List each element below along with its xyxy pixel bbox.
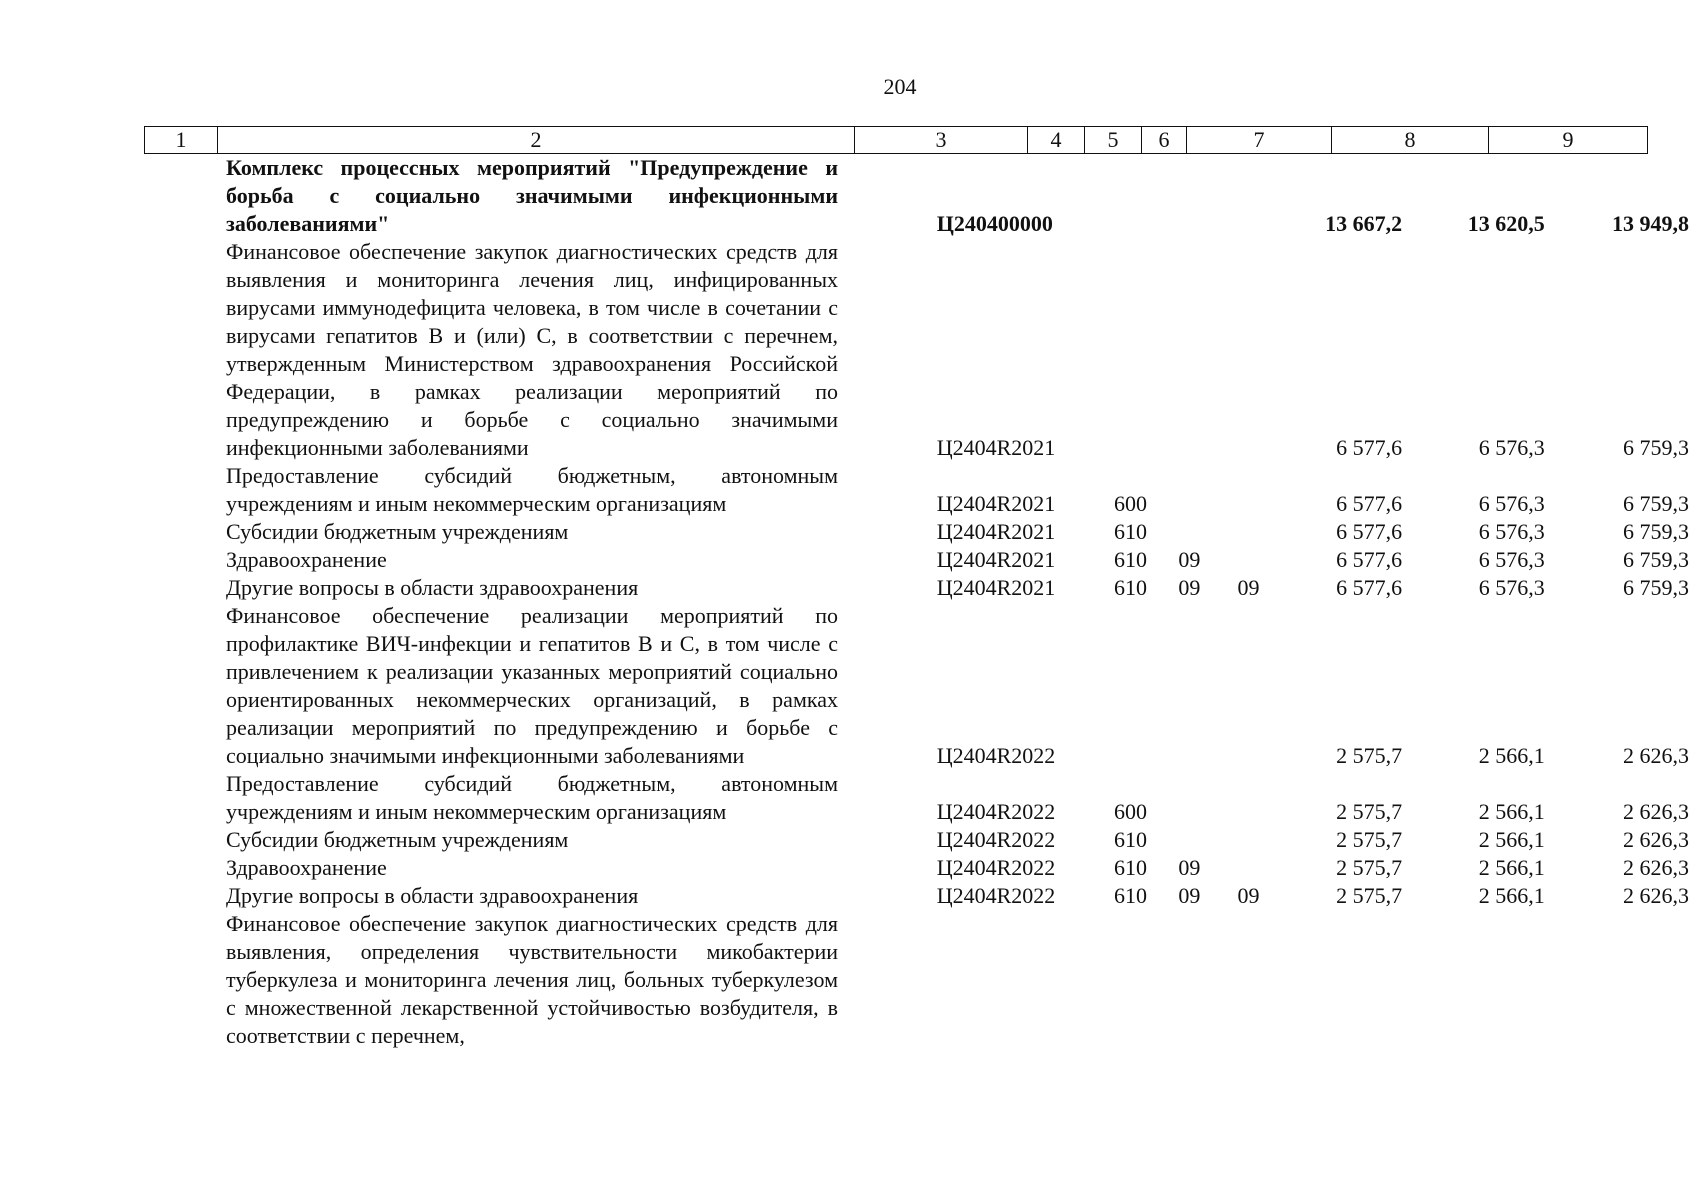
- row-expense-type: [1098, 154, 1165, 238]
- row-target-code: Ц2404R2022: [936, 743, 1056, 768]
- table-row: [144, 238, 1697, 462]
- row-value-col7: 6 577,6: [1336, 491, 1403, 516]
- table-row: [144, 154, 1697, 238]
- row-value-col9: 6 759,3: [1623, 519, 1689, 544]
- row-expense-type: [1098, 602, 1165, 770]
- row-value-col8: 2 566,1: [1478, 855, 1545, 880]
- row-description-text: Комплекс процессных мероприятий "Предупреждение и борьба с социально значимыми инфекционными заболеваниями": [226, 155, 838, 236]
- row-description: [144, 238, 915, 462]
- table-row: [144, 854, 1697, 882]
- row-section: [1165, 462, 1227, 518]
- row-section: 09: [1178, 547, 1201, 572]
- header-col-3: 3: [855, 127, 1028, 154]
- row-target-code: Ц2404R2022: [936, 883, 1056, 908]
- table-row: [144, 770, 1697, 826]
- row-description-text: Финансовое обеспечение реализации мероприятий по профилактике ВИЧ-инфекции и гепатитов В и С, в том числе с привлечением к реализации указанных мероприятий социально ориентированных некоммерческих организаций, в рамках реализации мероприятий по предупреждению и борьбе с социально значимыми инфекционными заболеваниями: [226, 603, 838, 768]
- row-value-col7: 2 575,7: [1336, 827, 1403, 852]
- row-target-code: Ц2404R2021: [936, 547, 1056, 572]
- row-description-text: Субсидии бюджетным учреждениям: [226, 827, 569, 852]
- row-description: [144, 462, 915, 518]
- row-value-col8: 2 566,1: [1478, 743, 1545, 768]
- row-value-col9: 2 626,3: [1623, 827, 1689, 852]
- row-section: [1165, 910, 1227, 1050]
- row-description-text: Предоставление субсидий бюджетным, автономным учреждениям и иным некоммерческим организациям: [226, 771, 838, 824]
- row-value-col8: 6 576,3: [1478, 575, 1545, 600]
- row-description: [144, 602, 915, 770]
- row-expense-type: 600: [1113, 491, 1147, 516]
- row-value-col7: 6 577,6: [1336, 435, 1403, 460]
- row-value-col9: 2 626,3: [1623, 743, 1689, 768]
- row-value-col7: [1277, 910, 1410, 1050]
- row-value-col7: 13 667,2: [1325, 211, 1403, 236]
- row-section: [1165, 238, 1227, 462]
- row-target-code: [915, 910, 1098, 1050]
- row-value-col8: 2 566,1: [1478, 827, 1545, 852]
- row-section: 09: [1178, 855, 1201, 880]
- row-description: [144, 154, 915, 238]
- row-subsection: [1228, 910, 1278, 1050]
- row-subsection: [1228, 854, 1278, 882]
- row-description-text: Субсидии бюджетным учреждениям: [226, 519, 569, 544]
- row-target-code: Ц2404R2021: [936, 519, 1056, 544]
- header-col-5: 5: [1085, 127, 1142, 154]
- row-description-text: Финансовое обеспечение закупок диагностических средств для выявления и мониторинга лечения лиц, инфицированных вирусами иммунодефицита человека, в том числе в сочетании с вирусами гепатитов В и (или) С, в соответствии с перечнем, утвержденным Министерством здравоохранения Российской Федерации, в рамках реализации мероприятий по предупреждению и борьбе с социально значимыми инфекционными заболеваниями: [226, 239, 838, 460]
- row-expense-type: 610: [1113, 547, 1147, 572]
- column-number-header: [144, 126, 1648, 154]
- row-expense-type: 610: [1113, 519, 1147, 544]
- header-col-6: 6: [1142, 127, 1187, 154]
- row-description-text: Здравоохранение: [226, 855, 387, 880]
- header-col-8: 8: [1332, 127, 1489, 154]
- header-col-7: 7: [1187, 127, 1332, 154]
- table-row: [144, 602, 1697, 770]
- page-number: 204: [883, 74, 917, 99]
- row-target-code: Ц2404R2022: [936, 827, 1056, 852]
- row-value-col9: 2 626,3: [1623, 855, 1689, 880]
- row-expense-type: 610: [1113, 855, 1147, 880]
- row-description-text: Предоставление субсидий бюджетным, автономным учреждениям и иным некоммерческим организациям: [226, 463, 838, 516]
- row-value-col8: [1410, 910, 1553, 1050]
- row-value-col9: 6 759,3: [1623, 491, 1689, 516]
- table-row: [144, 518, 1697, 546]
- row-value-col7: 6 577,6: [1336, 547, 1403, 572]
- row-subsection: 09: [1237, 883, 1260, 908]
- row-value-col8: 6 576,3: [1478, 491, 1545, 516]
- row-section: [1165, 602, 1227, 770]
- row-value-col7: 2 575,7: [1336, 799, 1403, 824]
- row-value-col9: 13 949,8: [1612, 211, 1689, 236]
- row-description: [144, 770, 915, 826]
- row-target-code: Ц2404R2021: [936, 435, 1056, 460]
- row-value-col9: 2 626,3: [1623, 883, 1689, 908]
- row-subsection: [1228, 602, 1278, 770]
- row-value-col9: 2 626,3: [1623, 799, 1689, 824]
- row-value-col7: 2 575,7: [1336, 743, 1403, 768]
- row-expense-type: [1098, 238, 1165, 462]
- row-section: [1165, 826, 1227, 854]
- row-subsection: [1228, 238, 1278, 462]
- row-description: [144, 546, 915, 574]
- row-section: [1165, 518, 1227, 546]
- row-description: [144, 910, 915, 1050]
- row-section: 09: [1178, 575, 1201, 600]
- header-col-9: 9: [1489, 127, 1648, 154]
- row-section: [1165, 154, 1227, 238]
- row-description-text: Финансовое обеспечение закупок диагностических средств для выявления, определения чувствительности микобактерии туберкулеза и мониторинга лечения лиц, больных туберкулезом с множественной лекарственной устойчивостью возбудителя, в соответствии с перечнем,: [226, 911, 838, 1048]
- row-description: [144, 518, 915, 546]
- header-col-2: 2: [218, 127, 855, 154]
- row-subsection: [1228, 518, 1278, 546]
- row-value-col8: 6 576,3: [1478, 547, 1545, 572]
- row-description: [144, 574, 915, 602]
- row-description: [144, 826, 915, 854]
- row-subsection: 09: [1237, 575, 1260, 600]
- row-section: 09: [1178, 883, 1201, 908]
- row-description: [144, 854, 915, 882]
- row-value-col8: 6 576,3: [1478, 519, 1545, 544]
- row-value-col7: 2 575,7: [1336, 883, 1403, 908]
- row-value-col9: 6 759,3: [1623, 435, 1689, 460]
- row-target-code: Ц2404R2021: [936, 575, 1056, 600]
- row-value-col8: 6 576,3: [1478, 435, 1545, 460]
- row-value-col8: 13 620,5: [1467, 211, 1545, 236]
- row-subsection: [1228, 546, 1278, 574]
- row-target-code: Ц240400000: [936, 211, 1053, 236]
- table-row: [144, 546, 1697, 574]
- table-row: [144, 910, 1697, 1050]
- row-subsection: [1228, 462, 1278, 518]
- row-value-col9: [1553, 910, 1697, 1050]
- row-expense-type: 600: [1113, 799, 1147, 824]
- table-row: [144, 826, 1697, 854]
- row-target-code: Ц2404R2021: [936, 491, 1056, 516]
- row-expense-type: 610: [1113, 827, 1147, 852]
- row-value-col9: 6 759,3: [1623, 547, 1689, 572]
- row-value-col8: 2 566,1: [1478, 799, 1545, 824]
- row-description-text: Другие вопросы в области здравоохранения: [226, 575, 639, 600]
- header-col-4: 4: [1028, 127, 1085, 154]
- row-value-col9: 6 759,3: [1623, 575, 1689, 600]
- row-description-text: Здравоохранение: [226, 547, 387, 572]
- row-value-col8: 2 566,1: [1478, 883, 1545, 908]
- table-row: [144, 462, 1697, 518]
- row-section: [1165, 770, 1227, 826]
- row-subsection: [1228, 826, 1278, 854]
- row-target-code: Ц2404R2022: [936, 799, 1056, 824]
- row-value-col7: 6 577,6: [1336, 575, 1403, 600]
- budget-table: [144, 154, 1697, 1050]
- table-row: [144, 574, 1697, 602]
- header-col-1: 1: [145, 127, 218, 154]
- row-value-col7: 2 575,7: [1336, 855, 1403, 880]
- row-expense-type: [1098, 910, 1165, 1050]
- row-description: [144, 882, 915, 910]
- row-target-code: Ц2404R2022: [936, 855, 1056, 880]
- row-expense-type: 610: [1113, 883, 1147, 908]
- row-subsection: [1228, 154, 1278, 238]
- row-description-text: Другие вопросы в области здравоохранения: [226, 883, 639, 908]
- table-row: [144, 882, 1697, 910]
- row-value-col7: 6 577,6: [1336, 519, 1403, 544]
- row-subsection: [1228, 770, 1278, 826]
- row-expense-type: 610: [1113, 575, 1147, 600]
